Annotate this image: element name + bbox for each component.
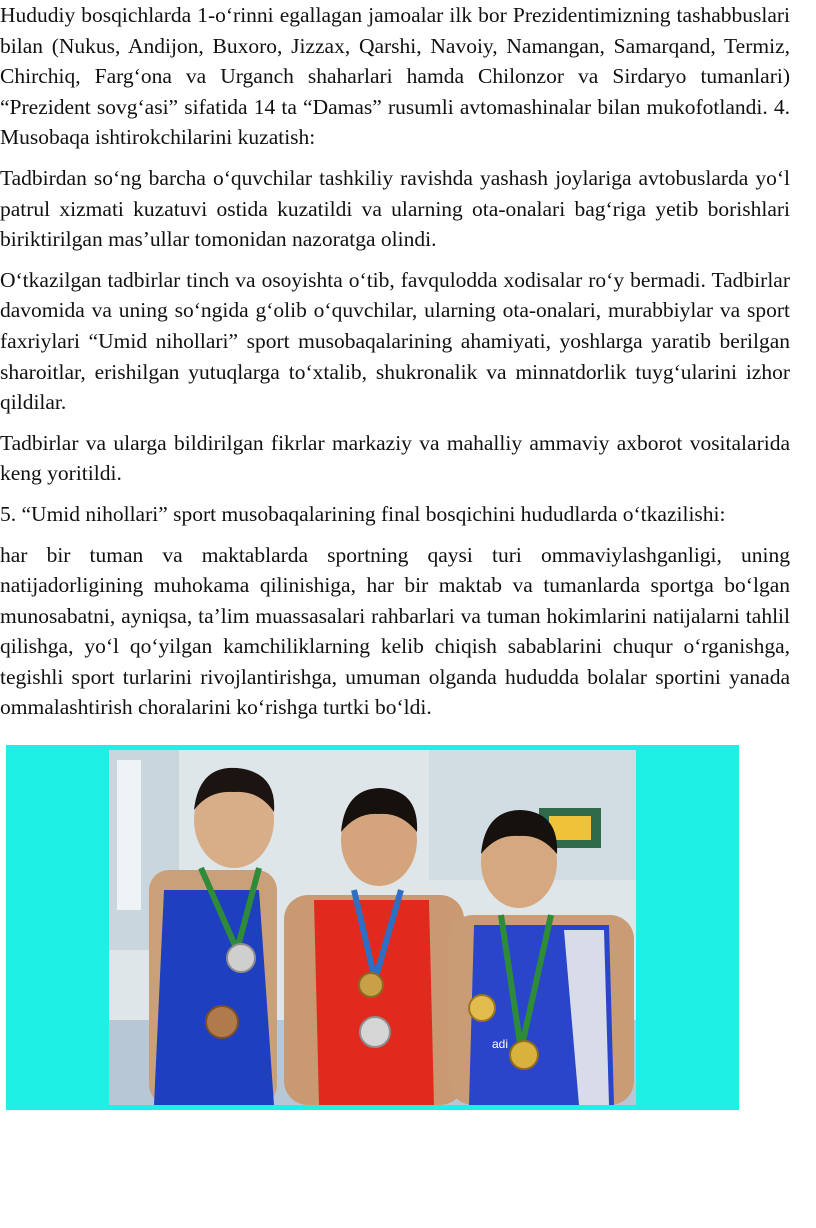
medal-silver-left	[227, 944, 255, 972]
medal-gold-middle	[359, 973, 383, 997]
paragraph-3: O‘tkazilgan tadbirlar tinch va osoyishta o‘tib, favqulodda xodisalar ro‘y bermadi. Tadbirlar davomida va uning so‘ngida g‘olib o‘quvchilar, ularning ota-onalari, murabbiylar va sport faxriylari “Umid nihollari” sport musobaqalarining ahamiyati, yoshlarga yaratib berilgan sharoitlar, erishilgan yutuqlarga to‘xtalib, shukronalik va minnatdorlik tuyg‘ularini izhor qildilar.	[0, 267, 790, 415]
paragraph-6: har bir tuman va maktablarda sportning qaysi turi ommaviylashganligi, uning natijadorligining muhokama qilinishiga, har bir maktab va tumanlarda sportga bo‘lgan munosabatni, ayniqsa, ta’lim muassasalari rahbarlari va tuman hokimlarini natijalarni tahlil qilishga, yo‘l qo‘yilgan kamchiliklarning kelib chiqish sabablarini chuqur o‘rganishga, tegishli sport turlarini rivojlantirishga, umuman olganda hududda bolalar sportini yanada ommalashtirish choralarini ko‘rishga turtki bo‘ldi.	[0, 542, 790, 720]
window-pane	[117, 760, 141, 910]
wrestler-left-singlet	[154, 890, 274, 1105]
paragraph-2: Tadbirdan so‘ng barcha o‘quvchilar tashkiliy ravishda yashash joylariga avtobuslarda yo‘l patrul xizmati kuzatuvi ostida kuzatildi va ularning ota-onalari bag‘riga yetib borishlari biriktirilgan mas’ullar tomonidan nazoratga olindi.	[0, 165, 790, 252]
photo-three-wrestlers-with-medals	[109, 750, 636, 1105]
medal-gold-right	[510, 1041, 538, 1069]
section-5-heading: 5. “Umid nihollari” sport musobaqalarining final bosqichini hududlarda o‘tkazilishi:	[0, 501, 726, 526]
paragraph-4: Tadbirlar va ularga bildirilgan fikrlar markaziy va mahalliy ammaviy axborot vositalarida keng yoritildi.	[0, 430, 790, 486]
photo-illustration	[109, 750, 636, 1105]
wrestler-middle-singlet	[314, 900, 434, 1105]
shirt-logo-text: adi	[492, 1037, 509, 1051]
photo-frame	[6, 745, 739, 1110]
paragraph-1: Hududiy bosqichlarda 1-o‘rinni egallagan jamoalar ilk bor Prezidentimizning tashabbuslari bilan (Nukus, Andijon, Buxoro, Jizzax, Qarshi, Navoiy, Namangan, Samarqand, Termiz, Chirchiq, Farg‘ona va Urganch shaharlari hamda Chilonzor va Sirdaryo tumanlari) “Prezident sovg‘asi” sifatida 14 ta “Damas” rusumli avtomashinalar bilan mukofotlandi. 4. Musobaqa ishtirokchilarini kuzatish:	[0, 3, 790, 150]
medal-bronze-left	[206, 1006, 238, 1038]
medal-gold-held-right	[469, 995, 495, 1021]
medal-silver-middle	[360, 1017, 390, 1047]
